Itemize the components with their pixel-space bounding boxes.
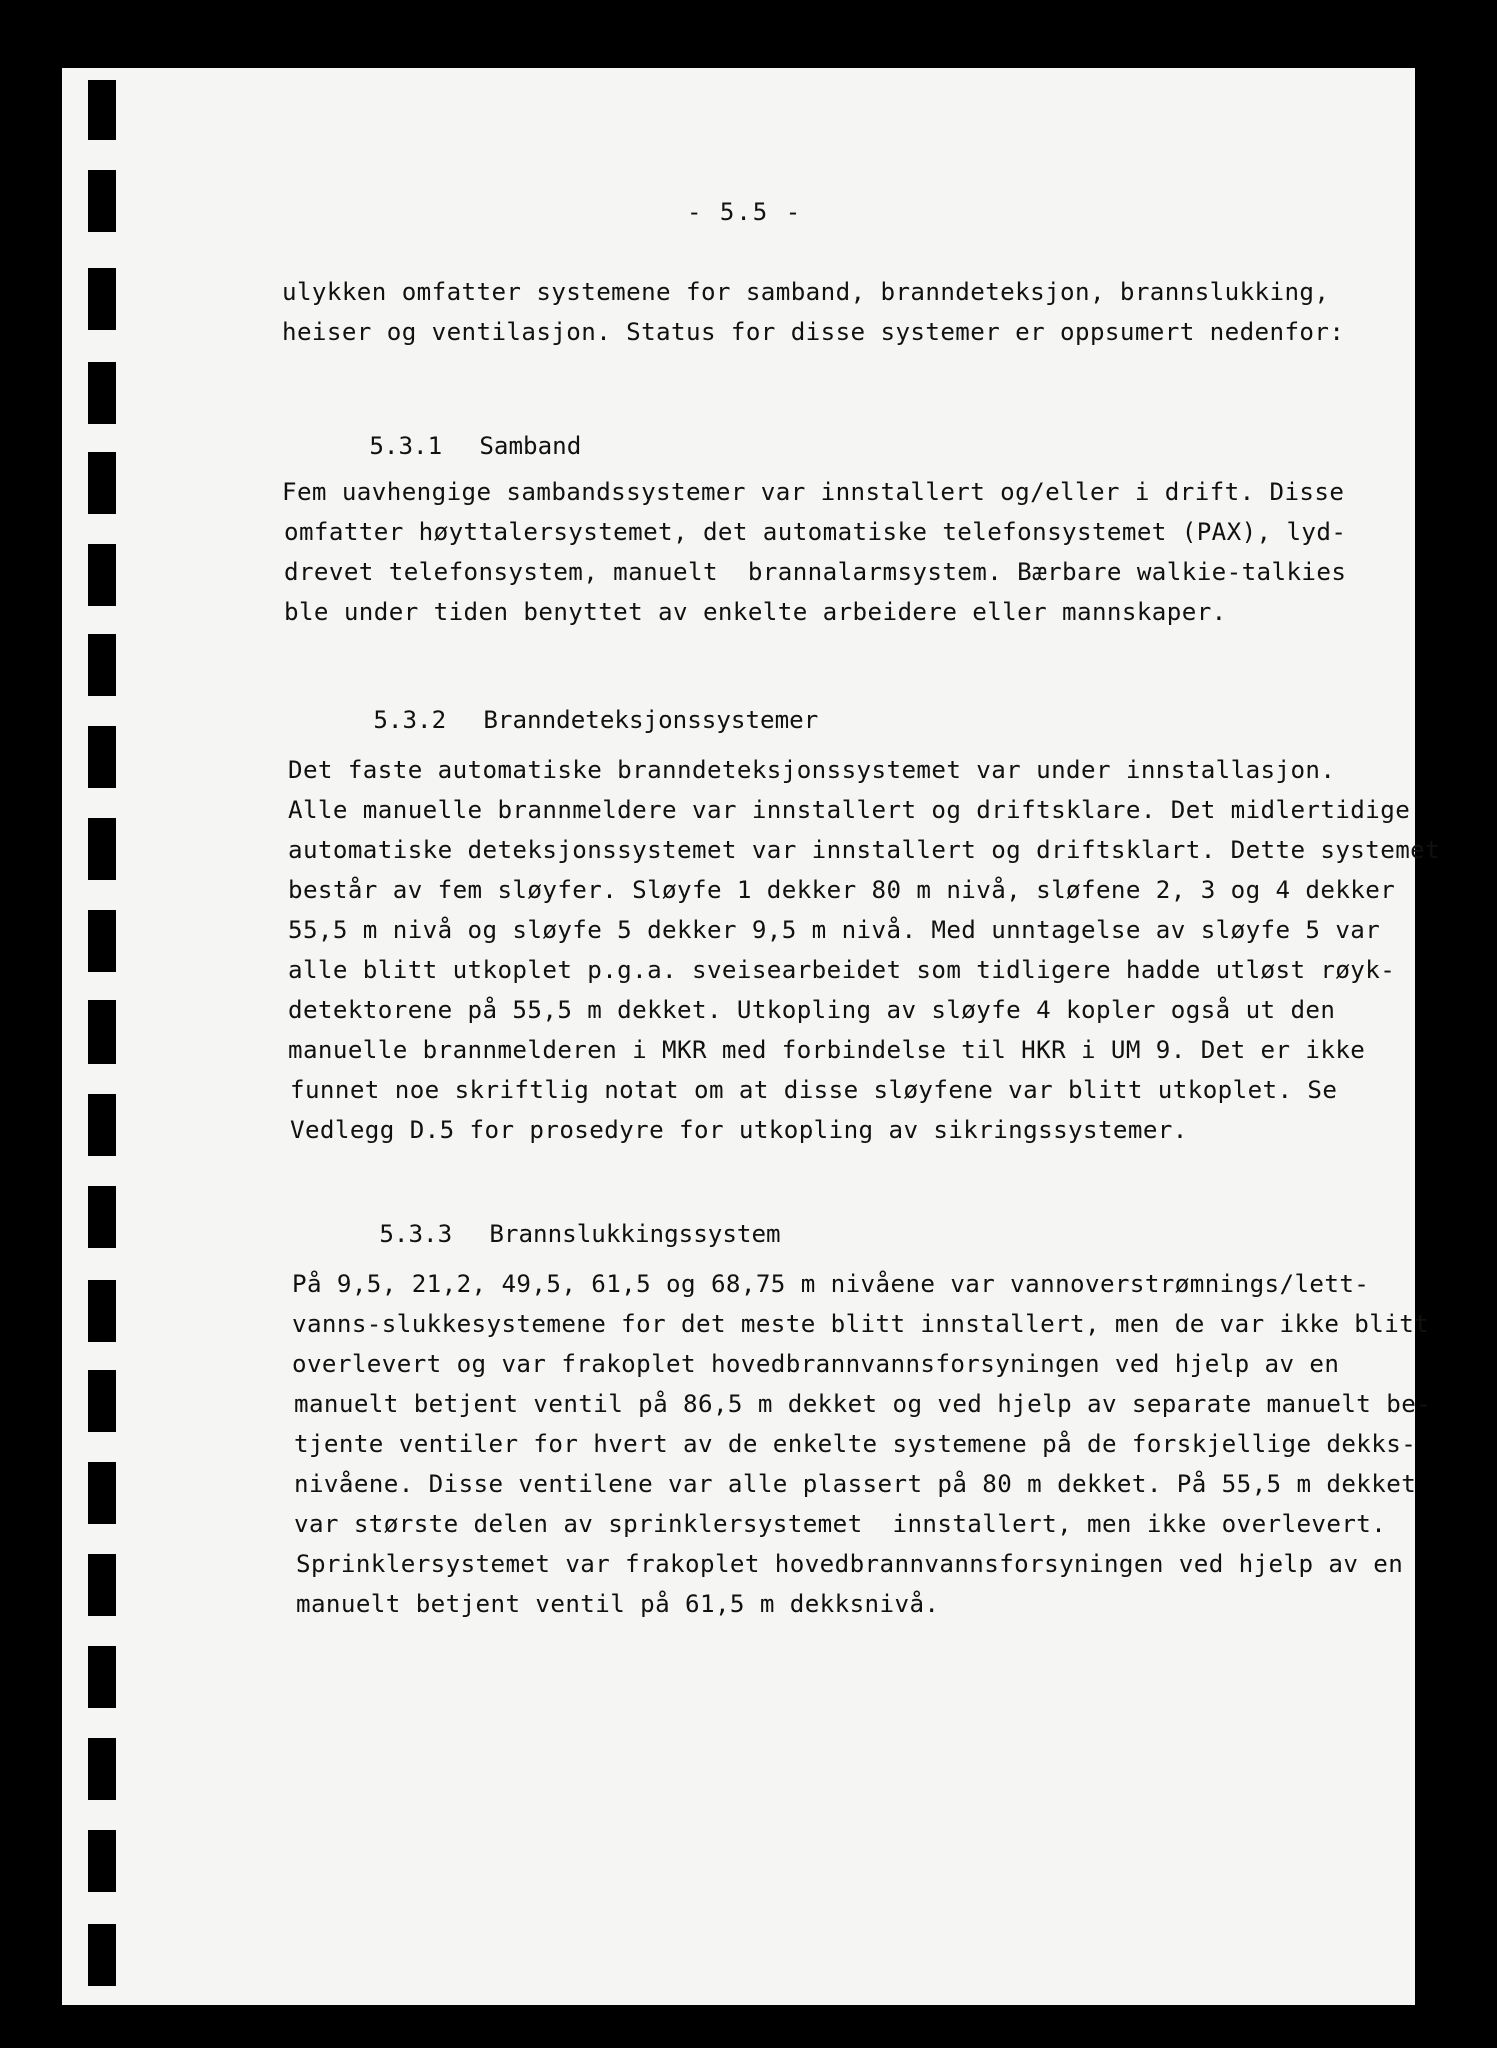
paragraph-line: detektorene på 55,5 m dekket. Utkopling av sløyfe 4 kopler også ut den [288, 996, 1336, 1024]
paragraph-line: består av fem sløyfer. Sløyfe 1 dekker 80 m nivå, sløfene 2, 3 og 4 dekker [288, 876, 1396, 904]
binding-hole [88, 1462, 116, 1524]
binding-hole [88, 1094, 116, 1156]
binding-hole [88, 268, 116, 330]
paragraph-line: manuelt betjent ventil på 61,5 m dekksnivå. [296, 1590, 940, 1618]
paragraph-line: nivåene. Disse ventilene var alle plassert på 80 m dekket. På 55,5 m dekket [294, 1470, 1417, 1498]
paragraph-line: tjente ventiler for hvert av de enkelte systemene på de forskjellige dekks- [294, 1430, 1417, 1458]
section-title: Brannslukkingssystem [489, 1220, 781, 1248]
binding-hole [88, 1646, 116, 1708]
binding-hole [88, 80, 116, 140]
paragraph-line: funnet noe skriftlig notat om at disse sløyfene var blitt utkoplet. Se [290, 1076, 1338, 1104]
binding-hole [88, 1370, 116, 1432]
section-heading [292, 1192, 781, 1276]
section-heading [282, 404, 581, 488]
binding-hole [88, 1186, 116, 1248]
section-number: 5.3.2 [373, 706, 447, 734]
paragraph-line: vanns-slukkesystemene for det meste blitt innstallert, men de var ikke blitt [292, 1310, 1430, 1338]
section-number: 5.3.3 [379, 1220, 453, 1248]
paragraph-line: alle blitt utkoplet p.g.a. sveisearbeidet som tidligere hadde utløst røyk- [288, 956, 1396, 984]
binding-hole [88, 726, 116, 788]
section-heading [286, 678, 818, 762]
paragraph-line: automatiske deteksjonssystemet var innstallert og driftsklart. Dette systemet [288, 836, 1441, 864]
binding-hole [88, 544, 116, 606]
binding-holes [88, 0, 118, 2048]
binding-hole [88, 818, 116, 880]
paragraph-line: Fem uavhengige sambandssystemer var innstallert og/eller i drift. Disse [282, 478, 1345, 506]
paragraph-line: Sprinklersystemet var frakoplet hovedbrannvannsforsyningen ved hjelp av en [296, 1550, 1404, 1578]
section-number: 5.3.1 [369, 432, 443, 460]
paragraph-line: Alle manuelle brannmeldere var innstallert og driftsklare. Det midlertidige [288, 796, 1411, 824]
paragraph-line: Vedlegg D.5 for prosedyre for utkopling av sikringssystemer. [290, 1116, 1188, 1144]
section-title: Branndeteksjonssystemer [483, 706, 819, 734]
intro-line: heiser og ventilasjon. Status for disse systemer er oppsumert nedenfor: [282, 318, 1345, 346]
page-number: - 5.5 - [687, 198, 803, 226]
section-title: Samband [479, 432, 582, 460]
paragraph-line: omfatter høyttalersystemet, det automatiske telefonsystemet (PAX), lyd- [284, 518, 1347, 546]
paragraph-line: ble under tiden benyttet av enkelte arbeidere eller mannskaper. [284, 598, 1227, 626]
binding-hole [88, 634, 116, 696]
binding-hole [88, 452, 116, 514]
paragraph-line: 55,5 m nivå og sløyfe 5 dekker 9,5 m nivå. Med unntagelse av sløyfe 5 var [288, 916, 1381, 944]
paragraph-line: På 9,5, 21,2, 49,5, 61,5 og 68,75 m nivåene var vannoverstrømnings/lett- [292, 1270, 1370, 1298]
paragraph-line: Det faste automatiske branndeteksjonssystemet var under innstallasjon. [288, 756, 1336, 784]
binding-hole [88, 1554, 116, 1616]
binding-hole [88, 1000, 116, 1064]
paragraph-line: manuelt betjent ventil på 86,5 m dekket og ved hjelp av separate manuelt be- [294, 1390, 1432, 1418]
paragraph-line: drevet telefonsystem, manuelt brannalarmsystem. Bærbare walkie-talkies [284, 558, 1347, 586]
binding-hole [88, 362, 116, 424]
binding-hole [88, 1280, 116, 1342]
binding-hole [88, 910, 116, 972]
paragraph-line: manuelle brannmelderen i MKR med forbindelse til HKR i UM 9. Det er ikke [288, 1036, 1366, 1064]
binding-hole [88, 1830, 116, 1892]
paragraph-line: overlevert og var frakoplet hovedbrannvannsforsyningen ved hjelp av en [292, 1350, 1340, 1378]
paragraph-line: var største delen av sprinklersystemet innstallert, men ikke overlevert. [294, 1510, 1387, 1538]
binding-hole [88, 1738, 116, 1800]
intro-line: ulykken omfatter systemene for samband, branndeteksjon, brannslukking, [282, 278, 1330, 306]
binding-hole [88, 1924, 116, 1986]
binding-hole [88, 170, 116, 232]
